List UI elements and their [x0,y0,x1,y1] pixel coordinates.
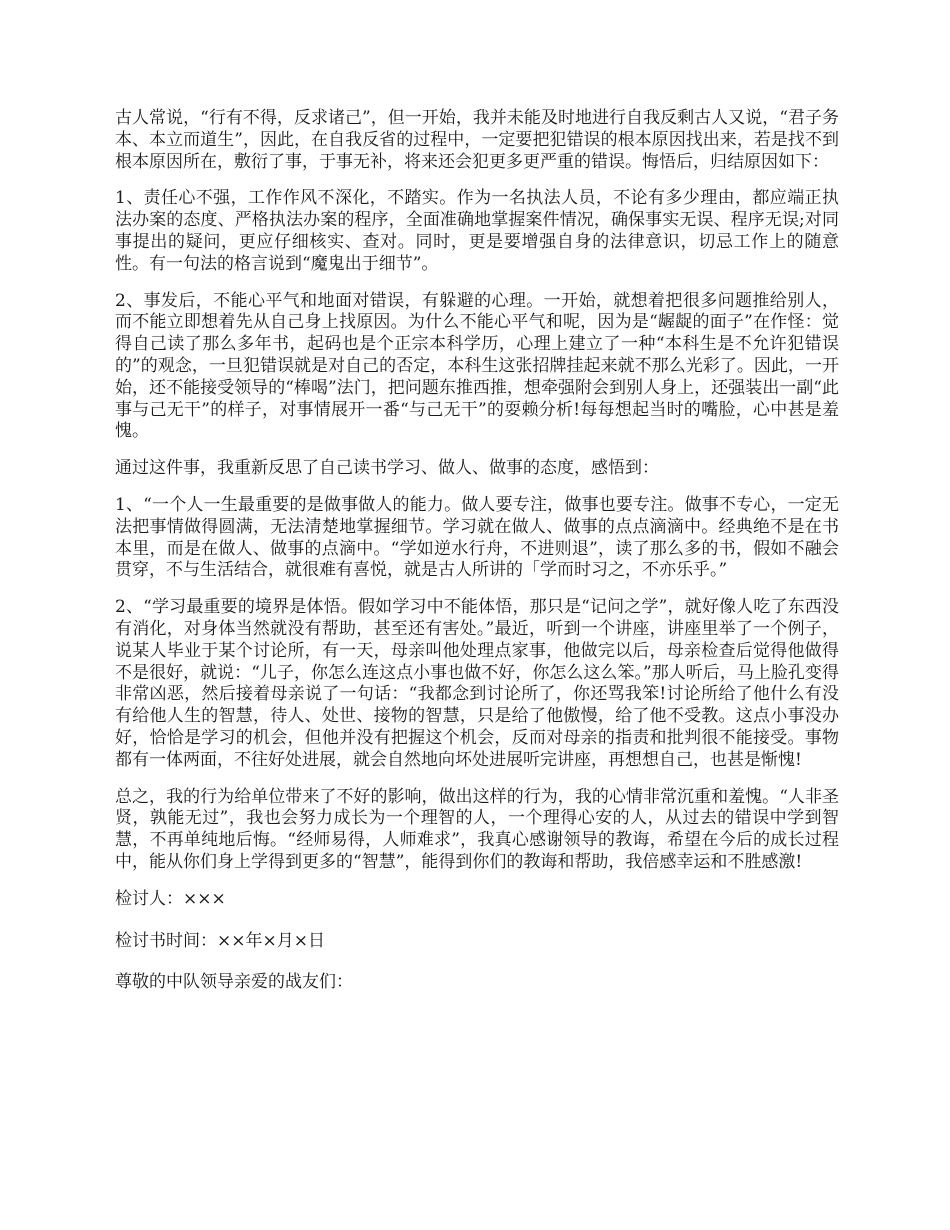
paragraph-insight-2: 2、“学习最重要的境界是体悟。假如学习中不能体悟，那只是“记问之学”，就好像人吃了东西没有消化，对身体当然就没有帮助，甚至还有害处。”最近，听到一个讲座，讲座里举了一个例子，说某人毕业于某个讨论所，有一天，母亲叫他处理点家事，他做完以后，母亲检查后觉得他做得不是很好，就说：“儿子，你怎么连这点小事也做不好，你怎么这么笨。”那人听后，马上脸孔变得非常凶恶，然后接着母亲说了一句话：“我都念到讨论所了，你还骂我笨!讨论所给了他什么有没有给他人生的智慧，待人、处世、接物的智慧，只是给了他傲慢，给了他不受教。这点小事没办好，恰恰是学习的机会，但他并没有把握这个机会，反而对母亲的指责和批判很不能接受。事物都有一体两面，不往好处进展，就会自然地向坏处进展听完讲座，再想想自己，也甚是惭愧! [115,597,839,770]
document-body [115,108,839,1009]
paragraph-insight-1: 1、“一个人一生最重要的是做事做人的能力。做人要专注，做事也要专注。做事不专心，一定无法把事情做得圆满，无法清楚地掌握细节。学习就在做人、做事的点点滴滴中。经典绝不是在书本里，而是在做人、做事的点滴中。“学如逆水行舟，不进则退”，读了那么多的书，假如不融会贯穿，不与生活结合，就很难有喜悦，就是古人所讲的「学而时习之，不亦乐乎。” [115,494,839,581]
paragraph-reason-2: 2、事发后，不能心平气和地面对错误，有躲避的心理。一开始，就想着把很多问题推给别人，而不能立即想着先从自己身上找原因。为什么不能心平气和呢，因为是“龌龊的面子”在作怪：觉得自己读了那么多年书，起码也是个正宗本科学历，心理上建立了一种“本科生是不允许犯错误的”的观念，一旦犯错误就是对自己的否定，本科生这张招牌挂起来就不那么光彩了。因此，一开始，还不能接受领导的“棒喝”法门，把问题东推西推，想牵强附会到别人身上，还强装出一副“此事与己无干”的样子，对事情展开一番“与己无干”的耍赖分析!每每想起当时的嘴脸，心中甚是羞愧。 [115,290,839,442]
signature-name: 检讨人：××× [115,888,226,909]
paragraph-conclusion: 总之，我的行为给单位带来了不好的影响，做出这样的行为，我的心情非常沉重和羞愧。“人非圣贤，孰能无过”，我也会努力成长为一个理智的人，一个理得心安的人，从过去的错误中学到智慧，不再单纯地后悔。“经师易得，人师难求”，我真心感谢领导的教诲，希望在今后的成长过程中，能从你们身上学得到更多的“智慧”，能得到你们的教诲和帮助，我倍感幸运和不胜感激! [115,786,839,872]
paragraph-reflection-intro: 通过这件事，我重新反思了自己读书学习、做人、做事的态度，感悟到： [115,458,659,479]
salutation: 尊敬的中队领导亲爱的战友们： [115,972,353,993]
paragraph-reason-1: 1、责任心不强，工作作风不深化，不踏实。作为一名执法人员，不论有多少理由，都应端正执法办案的态度、严格执法办案的程序，全面准确地掌握案件情况，确保事实无误、程序无误;对同事提出的疑问，更应仔细核实、查对。同时，更是要增强自身的法律意识，切忌工作上的随意性。有一句法的格言说到“魔鬼出于细节”。 [115,188,839,274]
signature-date: 检讨书时间：××年×月×日 [115,930,325,951]
paragraph-intro: 古人常说，“行有不得，反求诸己”，但一开始，我并未能及时地进行自我反剩古人又说，“君子务本、本立而道生”，因此，在自我反省的过程中，一定要把犯错误的根本原因找出来，若是找不到根本原因所在，敷衍了事，于事无补，将来还会犯更多更严重的错误。悔悟后，归结原因如下： [115,108,839,172]
